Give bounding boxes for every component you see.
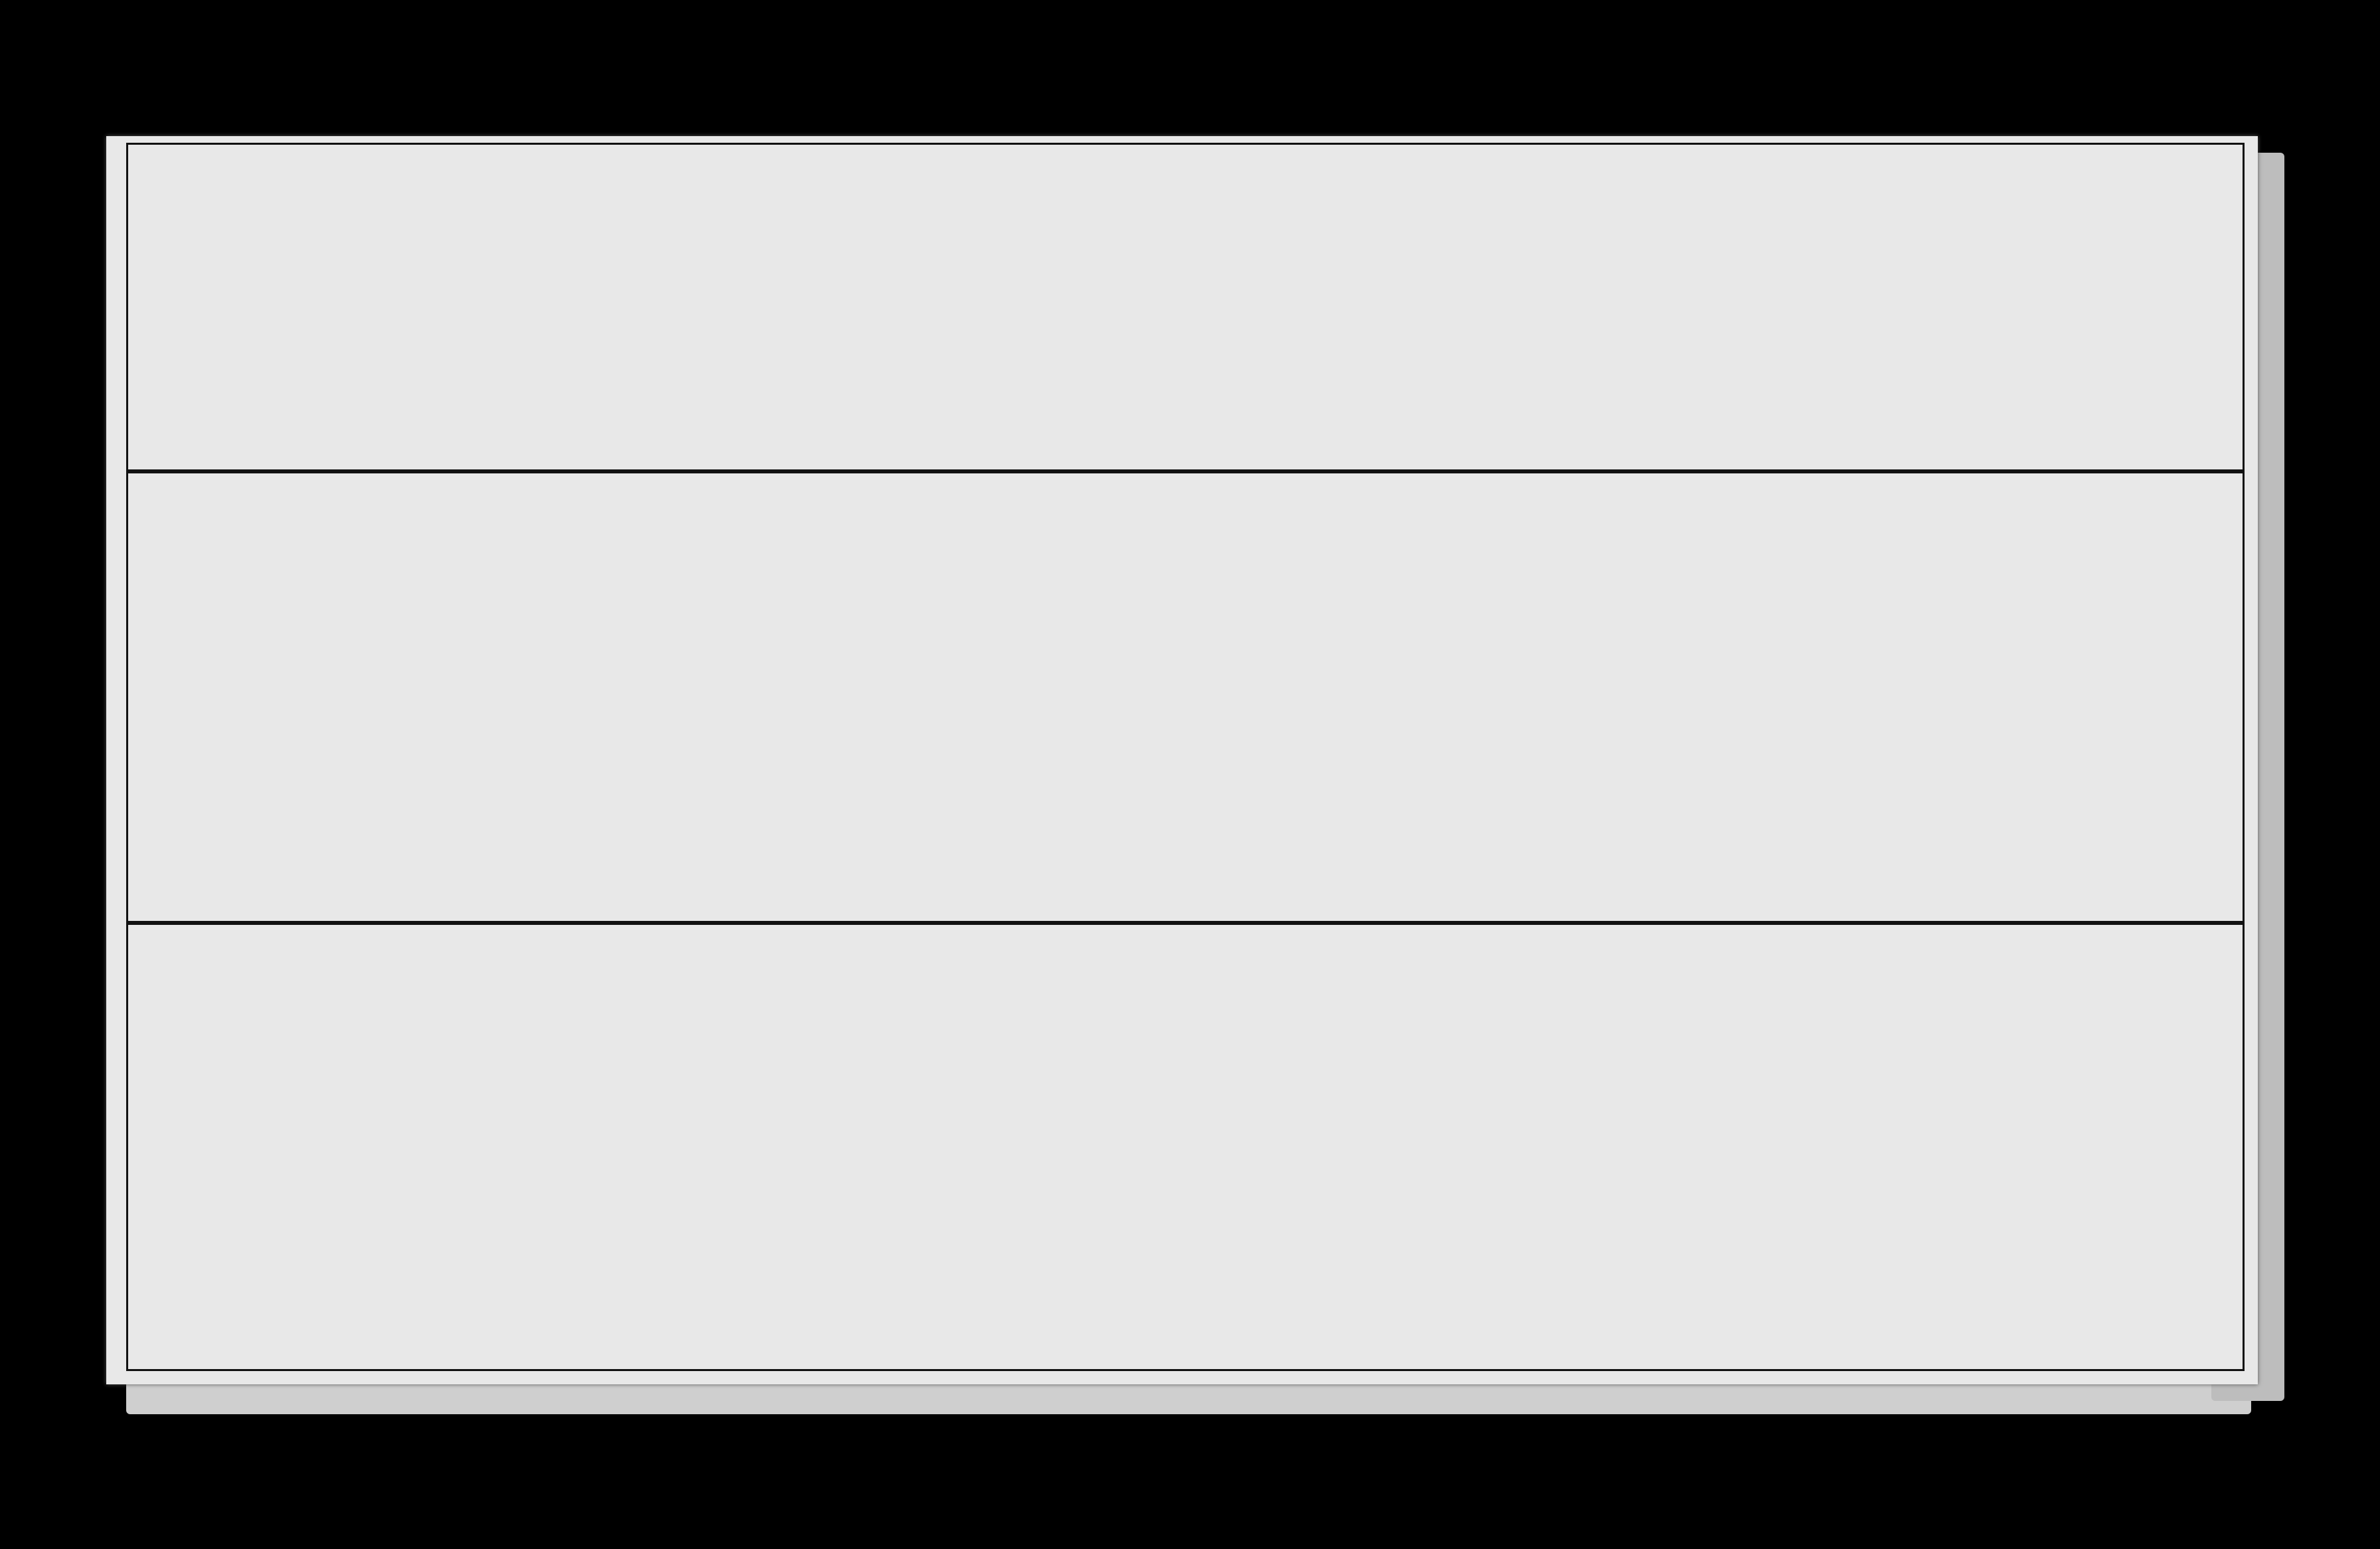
top-table <box>126 143 2245 471</box>
census-card <box>106 136 2258 1384</box>
middle-section <box>126 471 2245 923</box>
lease-table <box>126 923 2245 1371</box>
